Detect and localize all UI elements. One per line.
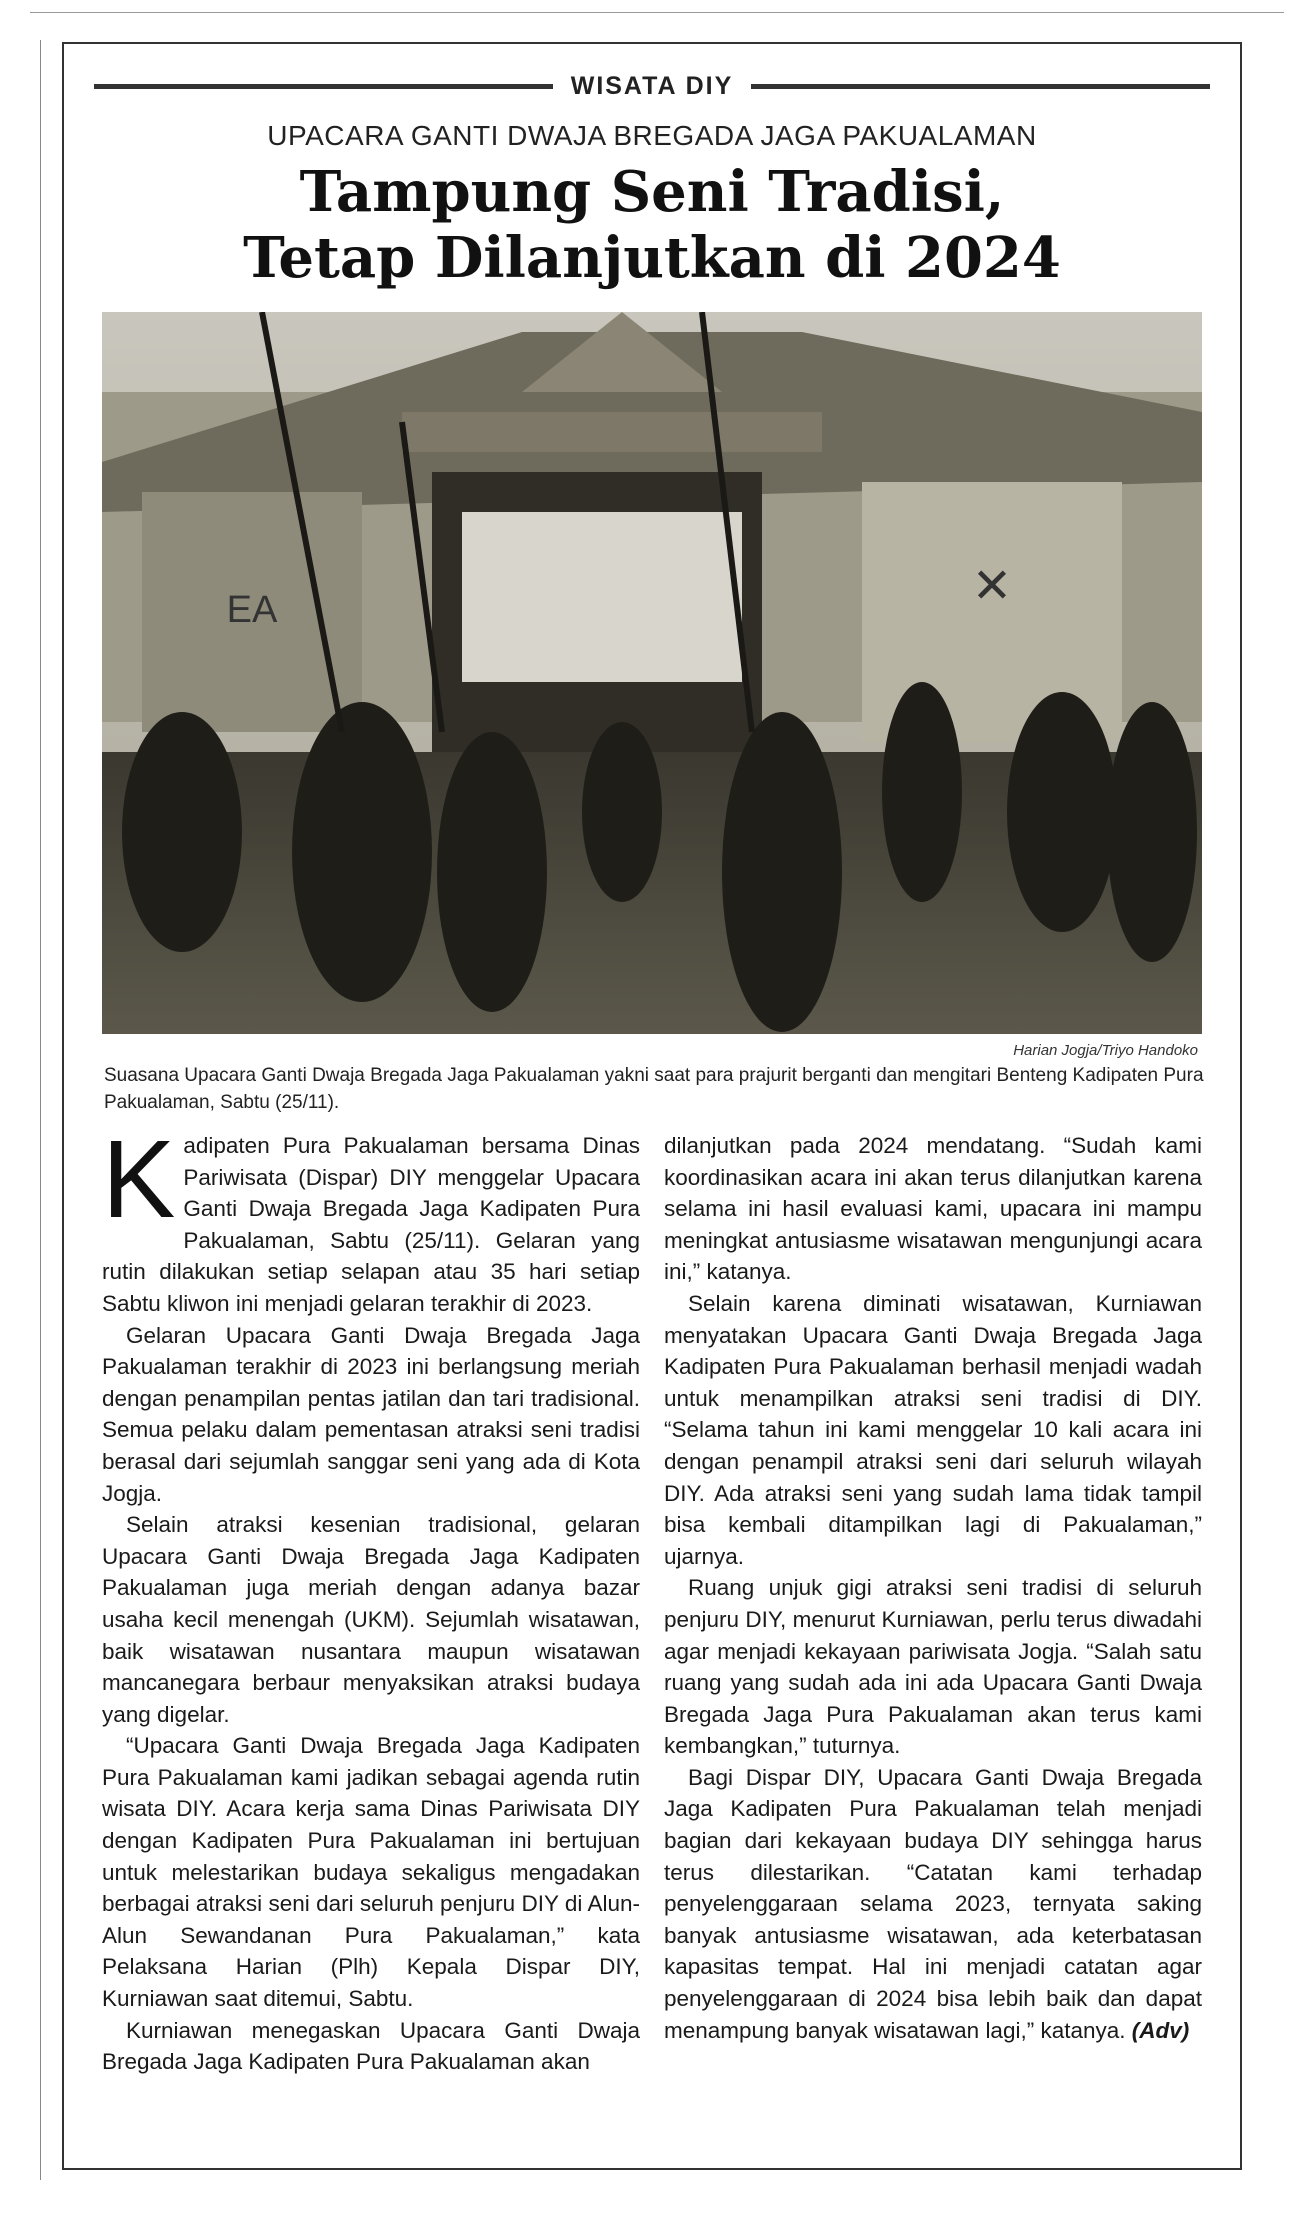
article-frame — [62, 42, 1242, 2170]
page-top-rule — [30, 12, 1284, 13]
drop-cap: K — [102, 1118, 176, 1241]
column-right — [664, 1130, 1202, 2078]
paragraph-2: Gelaran Upacara Ganti Dwaja Bregada Jaga Pakualaman terakhir di 2023 ini berlangsung meriah dengan penampilan pentas jatilan dan tari tradisional. Semua pelaku dalam pementasan atraksi seni tradisi berasal dari sejumlah sanggar seni yang ada di Kota Jogja. — [102, 1322, 640, 1506]
headline-line-2: Tetap Dilanjutkan di 2024 — [243, 225, 1061, 291]
svg-text:EA: EA — [226, 589, 278, 631]
kicker: UPACARA GANTI DWAJA BREGADA JAGA PAKUALAMAN — [267, 120, 1037, 151]
svg-text:✕: ✕ — [971, 560, 1013, 613]
article-body — [102, 1118, 1202, 2078]
photo-caption: Suasana Upacara Ganti Dwaja Bregada Jaga Pakualaman yakni saat para prajurit berganti dan mengitari Benteng Kadipaten Pura Pakualaman, Sabtu (25/11). — [104, 1065, 1204, 1113]
section-label: WISATA DIY — [570, 71, 734, 100]
headline — [64, 159, 1240, 291]
paragraph-1-text: adipaten Pura Pakualaman bersama Dinas Pariwisata (Dispar) DIY menggelar Upacara Ganti Dwaja Bregada Jaga Kadipaten Pura Pakualaman, Sabtu (25/11). Gelaran yang rutin dilakukan setiap selapan atau 35 hari setiap Sabtu kliwon ini menjadi gelaran terakhir di 2023. — [102, 1133, 640, 1316]
paragraph-5-continued: dilanjutkan pada 2024 mendatang. “Sudah kami koordinasikan acara ini akan terus dilanjutkan karena selama ini hasil evaluasi kami, upacara ini mampu meningkat antusiasme wisatawan mengunjungi acara ini,” katanya. — [664, 1133, 1202, 1285]
paragraph-8 — [664, 1762, 1202, 2046]
paragraph-5: Kurniawan menegaskan Upacara Ganti Dwaja Bregada Jaga Kadipaten Pura Pakualaman akan — [102, 2017, 640, 2075]
paragraph-7: Ruang unjuk gigi atraksi seni tradisi di seluruh penjuru DIY, menurut Kurniawan, perlu terus diwadahi agar menjadi kekayaan pariwisata Jogja. “Salah satu ruang yang sudah ada ini ada Upacara Ganti Dwaja Bregada Jaga Pura Pakualaman akan terus kami kembangkan,” tuturnya. — [664, 1575, 1202, 1759]
paragraph-3: Selain atraksi kesenian tradisional, gelaran Upacara Ganti Dwaja Bregada Jaga Kadipaten Pakualaman juga meriah dengan adanya bazar usaha kecil menengah (UKM). Sejumlah wisatawan, baik wisatawan nusantara maupun wisatawan mancanegara berbaur menyaksikan atraksi budaya yang digelar. — [102, 1512, 640, 1727]
section-header — [94, 66, 1210, 106]
paragraph-1 — [102, 1118, 640, 1320]
headline-line-1: Tampung Seni Tradisi, — [299, 159, 1005, 225]
paragraph-6: Selain karena diminati wisatawan, Kurniawan menyatakan Upacara Ganti Dwaja Bregada Jaga Kadipaten Pura Pakualaman berhasil menjadi wadah untuk menampilkan atraksi seni tradisi di DIY. “Selama tahun ini kami menggelar 10 kali acara ini dengan penampil atraksi seni dari seluruh wilayah DIY. Ada atraksi seni yang sudah lama tidak tampil bisa kembali ditampilkan lagi di Pakualaman,” ujarnya. — [664, 1290, 1202, 1569]
photo-credit: Harian Jogja/Triyo Handoko — [1013, 1042, 1198, 1059]
section-rule-right — [751, 84, 1210, 89]
paragraph-4: “Upacara Ganti Dwaja Bregada Jaga Kadipaten Pura Pakualaman kami jadikan sebagai agenda rutin wisata DIY. Acara kerja sama Dinas Pariwisata DIY dengan Kadipaten Pura Pakualaman ini bertujuan untuk melestarikan budaya sekaligus mengadakan berbagai atraksi seni dari seluruh penjuru DIY di Alun-Alun Sewandanan Pura Pakualaman,” kata Pelaksana Harian (Plh) Kepala Dispar DIY, Kurniawan saat ditemui, Sabtu. — [102, 1733, 640, 2012]
section-rule-left — [94, 84, 553, 89]
page-margin-line — [40, 40, 41, 2180]
photo-illustration — [102, 312, 1202, 1034]
column-left — [102, 1118, 640, 2078]
signoff: (Adv) — [1131, 2017, 1190, 2043]
paragraph-8-text: Bagi Dispar DIY, Upacara Ganti Dwaja Bregada Jaga Kadipaten Pura Pakualaman telah menjadi bagian dari kekayaan budaya DIY sehingga harus terus dilestarikan. “Catatan kami terhadap penyelenggaraan selama 2023, ternyata saking banyak antusiasme wisatawan, ada keterbatasan kapasitas tempat. Hal ini menjadi catatan agar penyelenggaraan di 2024 bisa lebih baik dan dapat menampung banyak wisatawan lagi,” katanya. — [664, 1764, 1202, 2043]
news-photo — [102, 312, 1202, 1034]
